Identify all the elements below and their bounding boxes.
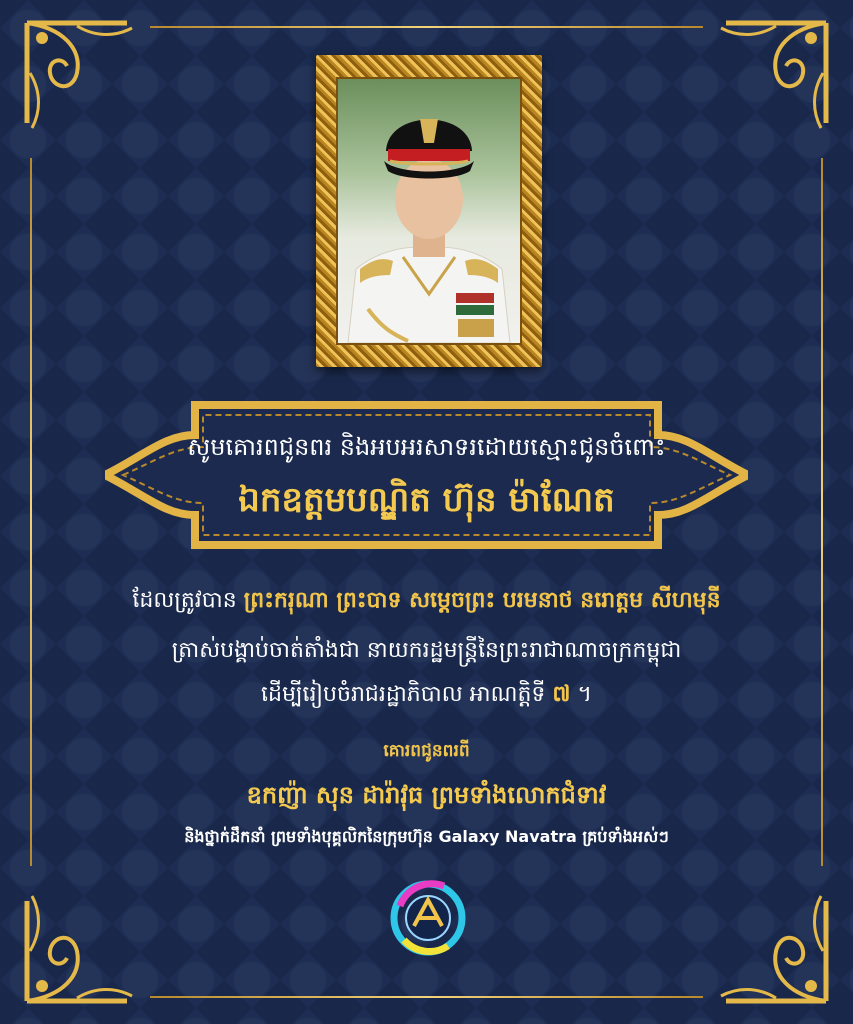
portrait-photo [336, 77, 522, 345]
body-line-3-suffix: ។ [577, 682, 592, 707]
greeting-line: សូមគោរពជូនពរ និងអបអរសាទរដោយស្មោះជូនចំពោះ [187, 433, 666, 461]
body-line-1-prefix: ដែលត្រូវបាន [132, 588, 237, 613]
corner-ornament-bottom-right [711, 886, 831, 1006]
body-line-3-prefix: ដើម្បីរៀបចំរាជរដ្ឋាភិបាល អាណត្តិទី [261, 682, 546, 707]
honoree-name: ឯកឧត្តមបណ្ឌិត ហ៊ុន ម៉ាណែត [238, 480, 615, 520]
sender-institution: និងថ្នាក់ដឹកនាំ ព្រមទាំងបុគ្គលិកនៃក្រុមហ៊ុន Galaxy Navatra គ្រប់ទាំងអស់ៗ [184, 827, 669, 846]
border-top [150, 26, 703, 28]
title-banner [105, 395, 748, 555]
corner-ornament-bottom-left [22, 886, 142, 1006]
king-title: ព្រះករុណា ព្រះបាទ សម្តេចព្រះ បរមនាថ នរោត្តម សីហមុនី [243, 588, 721, 613]
body-line-3 [0, 680, 853, 712]
body-line-2: ត្រាស់បង្គាប់ចាត់តាំងជា នាយករដ្ឋមន្ត្រីនៃព្រះរាជាណាចក្រកម្ពុជា [171, 638, 682, 663]
corner-ornament-top-right [711, 18, 831, 138]
sender-name: ឧកញ៉ា សុន ដារ៉ាវុធ ព្រមទាំងលោកជំទាវ [246, 781, 607, 809]
corner-ornament-top-left [22, 18, 142, 138]
galaxy-logo-icon [388, 878, 468, 958]
border-bottom [150, 996, 703, 998]
mandate-number: ៧ [552, 682, 571, 707]
body-line-1 [0, 586, 853, 618]
from-label: គោរពជូនពរពី [383, 741, 470, 761]
portrait-frame [316, 55, 542, 367]
portrait-figure [338, 79, 520, 343]
